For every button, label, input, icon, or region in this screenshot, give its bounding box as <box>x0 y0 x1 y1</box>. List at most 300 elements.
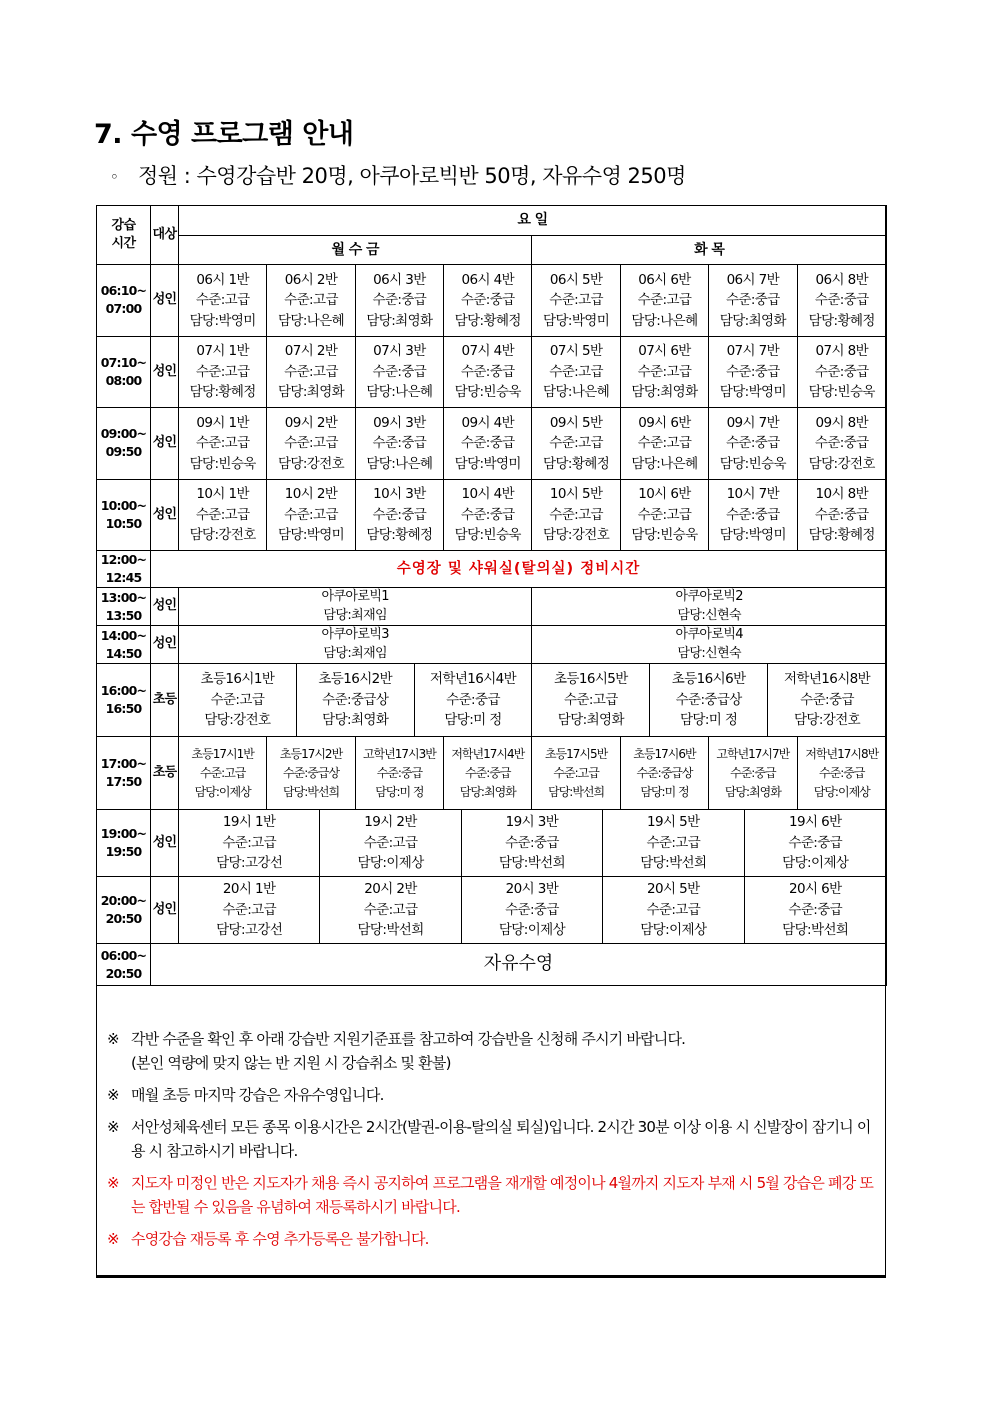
time-text: 14:00~ <box>100 627 147 643</box>
class-cell <box>744 810 887 877</box>
note-item-warning <box>107 1227 877 1251</box>
cell-text: 담당:강전호 <box>204 712 271 729</box>
cell-text: 고학년17시7반 <box>716 746 790 761</box>
cell-text: 담당:신현숙 <box>677 607 741 623</box>
time-cell <box>97 408 151 480</box>
cell-text: 담당:최영화 <box>322 712 389 729</box>
cell-text: 담당:고강선 <box>216 922 283 939</box>
cell-text: 수준:고급 <box>637 506 692 523</box>
cell-text: 아쿠아로빅2 <box>675 589 743 604</box>
time-text: 08:00 <box>105 372 142 388</box>
header-tt <box>532 236 887 265</box>
cell-text: 수준:중급 <box>819 765 865 780</box>
cell-text: 저학년17시8반 <box>805 746 879 761</box>
cell-text: 09시 2반 <box>284 414 338 431</box>
cell-text: 09시 7반 <box>726 414 780 431</box>
cell-text: 19시 6반 <box>788 814 842 831</box>
time-text: 17:00~ <box>100 756 147 771</box>
cell-text: 수준:중급 <box>372 506 427 523</box>
header-row <box>97 206 887 236</box>
cell-text: 담당:최재임 <box>323 645 387 661</box>
maintenance-cell <box>151 551 887 588</box>
cell-text: 초등16시6반 <box>671 671 746 688</box>
aqua-row <box>97 626 887 664</box>
target-text: 성인 <box>152 435 177 450</box>
cell-text: 담당:최영화 <box>719 312 786 329</box>
header-time <box>97 206 151 265</box>
class-cell <box>296 664 414 737</box>
cell-text: 수준:고급 <box>363 901 418 918</box>
time-cell <box>97 626 151 664</box>
cell-text: 담당:박영미 <box>277 527 345 543</box>
time-cell <box>97 944 151 986</box>
cell-text: 담당:황혜정 <box>366 527 433 543</box>
note-text: 수영강습 재등록 후 수영 추가등록은 불가합니다. <box>131 1230 429 1248</box>
cell-text: 20시 2반 <box>364 881 417 898</box>
class-cell <box>620 479 708 551</box>
cell-text: 수준:고급 <box>637 435 692 451</box>
class-cell <box>267 265 355 337</box>
cell-text: 초등17시1반 <box>191 746 254 761</box>
cell-text: 수준:중급상 <box>675 691 742 708</box>
cell-text: 06시 2반 <box>284 271 338 288</box>
cell-text: 초등16시1반 <box>200 671 275 688</box>
class-cell <box>797 737 886 810</box>
cell-text: 07시 2반 <box>284 343 338 359</box>
cell-text: 담당:나은혜 <box>366 455 433 472</box>
cell-text: 수준:중급 <box>725 506 780 523</box>
cell-text: 수영장 및 샤워실(탈의실) 정비시간 <box>396 560 641 577</box>
class-cell <box>267 408 355 480</box>
cell-text: 06시 5반 <box>549 271 603 288</box>
note-mark: ※ <box>107 1118 119 1136</box>
class-cell <box>179 664 297 737</box>
cell-text: 수준:고급 <box>222 901 277 918</box>
target-text: 성인 <box>152 363 177 379</box>
cell-text: 담당:박영미 <box>189 312 256 329</box>
note-item <box>107 1083 877 1107</box>
time-text: 12:00~ <box>100 552 147 567</box>
cell-text: 10시 1반 <box>196 486 249 502</box>
cell-text: 담당:황혜정 <box>543 455 610 472</box>
class-cell <box>444 265 532 337</box>
cell-text: 09시 3반 <box>373 414 426 431</box>
cell-text: 담당:미 정 <box>640 784 689 799</box>
time-text: 16:00~ <box>100 683 147 698</box>
cell-text: 수준:고급 <box>284 435 338 451</box>
target-cell <box>151 877 179 944</box>
cell-text: 19시 2반 <box>364 814 417 831</box>
time-text: 10:50 <box>105 515 142 531</box>
cell-text: 수준:고급 <box>284 506 338 523</box>
cell-text: 07시 3반 <box>373 343 426 359</box>
cell-text: 수준:고급 <box>195 435 250 451</box>
target-text: 초등 <box>152 691 177 707</box>
cell-text: 07시 7반 <box>726 343 780 359</box>
class-row <box>97 336 887 408</box>
time-text: 19:50 <box>105 844 142 859</box>
class-cell <box>179 408 267 480</box>
capacity-line <box>110 160 686 190</box>
cell-text: 수준:고급 <box>210 691 265 708</box>
cell-text: 수준:중급 <box>372 292 427 308</box>
cell-text: 수준:고급 <box>195 363 250 380</box>
cell-text: 담당:최영화 <box>277 384 345 400</box>
cell-text: 담당:나은혜 <box>277 312 345 329</box>
note-item <box>107 1115 877 1163</box>
header-target <box>151 206 179 265</box>
cell-text: 담당:박선희 <box>782 922 849 939</box>
class-row <box>97 408 887 480</box>
cell-text: 담당:박영미 <box>719 384 786 400</box>
target-text: 성인 <box>152 901 177 917</box>
cell-text: 수준:고급 <box>549 292 603 308</box>
cell-text: 수준:고급 <box>549 435 603 451</box>
cell-text: 화 목 <box>694 241 725 258</box>
cell-text: 06시 8반 <box>815 271 869 288</box>
cell-text: 수준:중급 <box>460 292 515 308</box>
cell-text: 수준:중급 <box>788 901 843 918</box>
cell-text: 06시 6반 <box>638 271 691 288</box>
kids-row <box>97 664 887 737</box>
bullet-icon: ◦ <box>110 168 119 186</box>
class-cell <box>768 664 887 737</box>
target-text: 성인 <box>152 598 177 614</box>
cell-text: 담당:박선희 <box>283 784 340 799</box>
time-text: 20:50 <box>105 911 142 926</box>
cell-text: 담당:강전호 <box>808 455 875 472</box>
cell-text: 07시 4반 <box>461 343 515 359</box>
target-cell <box>151 408 179 480</box>
note-text: 각반 수준을 확인 후 아래 강습반 지원기준표를 참고하여 강습반을 신청해 주시기 바랍니다. <box>131 1030 686 1048</box>
cell-text: 담당:강전호 <box>543 527 610 543</box>
class-cell <box>179 737 267 810</box>
cell-text: 담당:미 정 <box>444 712 502 729</box>
cell-text: 수준:고급 <box>549 363 603 380</box>
class-row <box>97 479 887 551</box>
cell-text: 수준:중급 <box>460 435 515 451</box>
cell-text: 20시 5반 <box>647 881 700 898</box>
target-cell <box>151 479 179 551</box>
class-cell <box>320 810 461 877</box>
cell-text: 수준:중급 <box>505 834 559 851</box>
cell-text: 06시 3반 <box>373 271 426 288</box>
cell-text: 아쿠아로빅1 <box>321 589 389 604</box>
cell-text: 담당:최영화 <box>459 784 516 799</box>
cell-text: 수준:중급 <box>725 435 780 451</box>
cell-text: 09시 6반 <box>638 414 691 431</box>
time-text: 06:10~ <box>100 283 147 299</box>
target-cell <box>151 336 179 408</box>
cell-text: 20시 6반 <box>788 881 842 898</box>
cell-text: 09시 4반 <box>461 414 515 431</box>
cell-text: 강습 <box>111 218 136 233</box>
target-cell <box>151 737 179 810</box>
cell-text: 수준:고급 <box>363 834 418 851</box>
time-text: 06:00~ <box>100 947 147 963</box>
time-text: 19:00~ <box>100 826 147 841</box>
cell-text: 수준:고급 <box>637 363 692 380</box>
maintenance-row <box>97 551 887 588</box>
cell-text: 담당:최영화 <box>557 712 624 729</box>
cell-text: 06시 7반 <box>726 271 780 288</box>
cell-text: 수준:중급 <box>460 506 515 523</box>
cell-text: 담당:박영미 <box>719 527 786 543</box>
target-cell <box>151 588 179 626</box>
class-cell <box>603 810 744 877</box>
cell-text: 저학년16시8반 <box>783 671 871 688</box>
cell-text: 초등16시5반 <box>553 671 628 688</box>
class-cell <box>709 408 797 480</box>
cell-text: 담당:박영미 <box>454 455 521 472</box>
cell-text: 담당:최재임 <box>323 607 387 623</box>
class-cell <box>444 408 532 480</box>
cell-text: 담당:최영화 <box>724 784 781 799</box>
cell-text: 수준:고급 <box>195 292 250 308</box>
class-cell <box>709 336 797 408</box>
time-text: 10:00~ <box>100 497 147 513</box>
free-swim-row <box>97 944 887 986</box>
time-cell <box>97 479 151 551</box>
time-cell <box>97 588 151 626</box>
class-cell <box>532 336 620 408</box>
class-cell <box>355 336 443 408</box>
cell-text: 09시 1반 <box>196 414 249 431</box>
cell-text: 수준:중급 <box>446 691 500 708</box>
cell-text: 수준:중급 <box>788 834 843 851</box>
class-cell <box>444 336 532 408</box>
class-cell <box>797 336 886 408</box>
class-cell <box>603 877 744 944</box>
time-text: 13:50 <box>105 607 142 623</box>
cell-text: 담당:나은혜 <box>366 384 433 400</box>
cell-text: 담당:나은혜 <box>543 384 610 400</box>
cell-text: 담당:황혜정 <box>454 312 521 329</box>
cell-text: 초등16시2반 <box>318 671 393 688</box>
time-text: 07:10~ <box>100 354 147 370</box>
cell-text: 07시 6반 <box>638 343 691 359</box>
class-cell <box>444 479 532 551</box>
cell-text: 담당:빈승욱 <box>189 455 256 472</box>
class-row <box>97 810 887 877</box>
cell-text: 수준:고급 <box>637 292 692 308</box>
time-text: 16:50 <box>105 701 142 716</box>
cell-text: 수준:고급 <box>222 834 277 851</box>
cell-text: 고학년17시3반 <box>362 746 436 761</box>
cell-text: 담당:미 정 <box>375 784 424 799</box>
class-cell <box>709 737 797 810</box>
target-text: 초등 <box>152 764 177 780</box>
header-row <box>97 236 887 265</box>
time-cell <box>97 810 151 877</box>
cell-text: 초등17시5반 <box>544 746 608 761</box>
cell-text: 19시 3반 <box>505 814 559 831</box>
class-cell <box>461 877 602 944</box>
class-cell <box>709 479 797 551</box>
cell-text: 담당:박선희 <box>640 855 707 872</box>
cell-text: 수준:중급 <box>372 435 427 451</box>
class-cell <box>744 877 887 944</box>
cell-text: 수준:중급상 <box>322 691 389 708</box>
note-item <box>107 1027 877 1075</box>
free-swim-cell <box>151 944 887 986</box>
cell-text: 수준:고급 <box>646 834 701 851</box>
class-cell <box>267 479 355 551</box>
cell-text: 저학년16시4반 <box>429 671 517 688</box>
class-cell <box>414 664 532 737</box>
time-cell <box>97 551 151 588</box>
class-cell <box>620 408 708 480</box>
time-cell <box>97 336 151 408</box>
cell-text: 07시 1반 <box>196 343 249 359</box>
class-cell <box>532 408 620 480</box>
cell-text: 담당:빈승욱 <box>719 455 786 472</box>
class-cell <box>355 737 443 810</box>
cell-text: 담당:나은혜 <box>631 312 698 329</box>
cell-text: 10시 6반 <box>638 486 691 502</box>
cell-text: 아쿠아로빅3 <box>321 627 389 642</box>
class-cell <box>267 737 355 810</box>
class-cell <box>709 265 797 337</box>
note-text: (본인 역량에 맞지 않는 반 지원 시 강습취소 및 환불) <box>131 1054 451 1072</box>
cell-text: 수준:중급상 <box>636 765 693 780</box>
cell-text: 담당:이제상 <box>640 922 707 939</box>
cell-text: 수준:중급 <box>814 292 869 308</box>
class-cell <box>532 265 620 337</box>
time-text: 14:50 <box>105 645 142 661</box>
cell-text: 시간 <box>111 236 136 251</box>
cell-text: 수준:중급 <box>800 691 854 708</box>
cell-text: 아쿠아로빅4 <box>675 627 743 642</box>
cell-text: 담당:황혜정 <box>189 384 256 400</box>
capacity-text: : 수영강습반 20명, 아쿠아로빅반 50명, 자유수영 250명 <box>177 164 686 188</box>
notes-section <box>107 1027 877 1259</box>
cell-text: 담당:이제상 <box>813 784 870 799</box>
class-cell <box>179 265 267 337</box>
note-mark: ※ <box>107 1086 119 1104</box>
class-cell <box>797 479 886 551</box>
cell-text: 수준:고급 <box>284 292 338 308</box>
cell-text: 요 일 <box>517 212 548 229</box>
time-cell <box>97 664 151 737</box>
cell-text: 담당:신현숙 <box>677 645 741 661</box>
cell-text: 수준:중급 <box>814 506 869 523</box>
cell-text: 수준:고급 <box>199 765 246 780</box>
class-cell <box>620 265 708 337</box>
cell-text: 수준:중급 <box>725 363 780 380</box>
target-text: 성인 <box>152 636 177 652</box>
cell-text: 수준:중급 <box>730 765 776 780</box>
note-text: 지도자 미정인 반은 지도자가 채용 즉시 공지하여 프로그램을 재개할 예정이나 4월까지 지도자 부재 시 5월 강습은 폐강 또는 합반될 수 있음을 유념하여 재등록하시기 바랍니다. <box>131 1174 874 1216</box>
kids-row <box>97 737 887 810</box>
cell-text: 수준:중급 <box>372 363 427 380</box>
note-text: 서안성체육센터 모든 종목 이용시간은 2시간(발권-이용-탈의실 퇴실)입니다. 2시간 30분 이상 이용 시 신발장이 잠기니 이용 시 참고하시기 바랍니다. <box>131 1118 871 1160</box>
cell-text: 월 수 금 <box>331 241 379 258</box>
class-cell <box>355 408 443 480</box>
cell-text: 수준:중급 <box>814 363 869 380</box>
time-cell <box>97 265 151 337</box>
cell-text: 자유수영 <box>483 953 554 975</box>
cell-text: 수준:고급 <box>549 506 603 523</box>
cell-text: 10시 7반 <box>726 486 780 502</box>
target-text: 성인 <box>152 834 177 850</box>
cell-text: 담당:나은혜 <box>631 455 698 472</box>
class-cell <box>444 737 532 810</box>
class-cell <box>532 737 620 810</box>
cell-text: 담당:강전호 <box>277 455 345 472</box>
aqua-row <box>97 588 887 626</box>
time-text: 09:50 <box>105 444 142 460</box>
cell-text: 09시 8반 <box>815 414 869 431</box>
cell-text: 20시 3반 <box>505 881 559 898</box>
class-cell <box>179 877 320 944</box>
time-text: 09:00~ <box>100 426 147 442</box>
time-cell <box>97 877 151 944</box>
time-text: 13:00~ <box>100 589 147 605</box>
cell-text: 09시 5반 <box>549 414 603 431</box>
cell-text: 수준:중급 <box>465 765 511 780</box>
cell-text: 담당:강전호 <box>189 527 256 543</box>
cell-text: 19시 5반 <box>647 814 700 831</box>
cell-text: 수준:고급 <box>563 691 618 708</box>
cell-text: 저학년17시4반 <box>451 746 525 761</box>
class-cell <box>355 479 443 551</box>
time-text: 20:00~ <box>100 893 147 908</box>
cell-text: 담당:황혜정 <box>808 527 875 543</box>
cell-text: 담당:최영화 <box>631 384 698 400</box>
aqua-cell <box>179 626 532 664</box>
target-cell <box>151 626 179 664</box>
note-text: 매월 초등 마지막 강습은 자유수영입니다. <box>131 1086 384 1104</box>
capacity-label: 정원 <box>138 164 178 188</box>
aqua-cell <box>532 588 887 626</box>
class-row <box>97 265 887 337</box>
cell-text: 담당:미 정 <box>679 712 738 729</box>
target-cell <box>151 810 179 877</box>
cell-text: 수준:중급 <box>460 363 515 380</box>
header-days <box>179 206 887 236</box>
class-cell <box>620 336 708 408</box>
cell-text: 수준:중급 <box>376 765 423 780</box>
class-cell <box>320 877 461 944</box>
cell-text: 19시 1반 <box>222 814 276 831</box>
cell-text: 담당:강전호 <box>793 712 861 729</box>
cell-text: 수준:고급 <box>195 506 250 523</box>
cell-text: 담당:이제상 <box>782 855 849 872</box>
note-mark: ※ <box>107 1174 119 1192</box>
cell-text: 수준:고급 <box>284 363 338 380</box>
cell-text: 10시 4반 <box>461 486 515 502</box>
cell-text: 07시 8반 <box>815 343 869 359</box>
class-cell <box>179 336 267 408</box>
cell-text: 담당:빈승욱 <box>808 384 875 400</box>
cell-text: 10시 8반 <box>815 486 869 502</box>
class-cell <box>179 810 320 877</box>
cell-text: 10시 3반 <box>373 486 426 502</box>
cell-text: 초등17시2반 <box>279 746 343 761</box>
cell-text: 담당:박선희 <box>498 855 566 872</box>
cell-text: 20시 1반 <box>222 881 276 898</box>
cell-text: 담당:박선희 <box>357 922 424 939</box>
cell-text: 담당:박선희 <box>548 784 605 799</box>
cell-text: 담당:이제상 <box>194 784 251 799</box>
cell-text: 06시 4반 <box>461 271 515 288</box>
cell-text: 수준:중급 <box>814 435 869 451</box>
note-item-warning <box>107 1171 877 1219</box>
cell-text: 수준:중급 <box>505 901 559 918</box>
class-cell <box>797 408 886 480</box>
time-text: 20:50 <box>105 965 142 981</box>
